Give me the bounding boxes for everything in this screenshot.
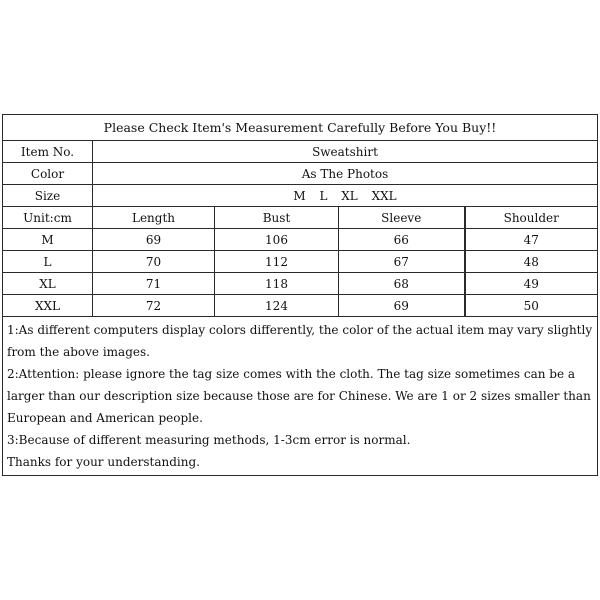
size-value: XL [341, 188, 358, 203]
notes-cell [3, 317, 598, 476]
length-cell: 72 [93, 295, 215, 317]
item-no-value: Sweatshirt [93, 141, 598, 163]
size-cell: M [3, 229, 93, 251]
sleeve-cell: 67 [339, 251, 465, 273]
notes-row [3, 317, 598, 476]
size-value: L [319, 188, 328, 203]
size-label: Size [3, 185, 93, 207]
color-value: As The Photos [93, 163, 598, 185]
color-row [3, 163, 598, 185]
note-item: 2:Attention: please ignore the tag size comes with the cloth. The tag size sometimes can be a larger than our description size because those are for Chinese. We are 1 or 2 sizes smaller than European and American people. [7, 367, 591, 425]
table-row [3, 273, 598, 295]
length-cell: 70 [93, 251, 215, 273]
header-sleeve: Sleeve [339, 207, 465, 229]
shoulder-cell: 48 [465, 251, 598, 273]
header-length: Length [93, 207, 215, 229]
chart-title: Please Check Item's Measurement Carefully Before You Buy!! [3, 115, 598, 141]
item-no-label: Item No. [3, 141, 93, 163]
item-no-row [3, 141, 598, 163]
bust-cell: 106 [215, 229, 339, 251]
note-item: Thanks for your understanding. [7, 455, 200, 469]
bust-cell: 118 [215, 273, 339, 295]
note-item: 1:As different computers display colors differently, the color of the actual item may vary slightly from the above images. [7, 323, 593, 359]
header-row [3, 207, 598, 229]
length-cell: 69 [93, 229, 215, 251]
size-chart-table [2, 114, 598, 476]
header-shoulder: Shoulder [465, 207, 598, 229]
length-cell: 71 [93, 273, 215, 295]
title-row [3, 115, 598, 141]
size-values [93, 185, 598, 207]
header-unit: Unit:cm [3, 207, 93, 229]
bust-cell: 124 [215, 295, 339, 317]
shoulder-cell: 47 [465, 229, 598, 251]
size-value: XXL [371, 188, 397, 203]
shoulder-cell: 50 [465, 295, 598, 317]
color-label: Color [3, 163, 93, 185]
sleeve-cell: 69 [339, 295, 465, 317]
table-row [3, 295, 598, 317]
bust-cell: 112 [215, 251, 339, 273]
table-row [3, 229, 598, 251]
size-value: M [293, 188, 306, 203]
sleeve-cell: 68 [339, 273, 465, 295]
size-cell: XL [3, 273, 93, 295]
header-bust: Bust [215, 207, 339, 229]
size-cell: XXL [3, 295, 93, 317]
sleeve-cell: 66 [339, 229, 465, 251]
note-item: 3:Because of different measuring methods, 1-3cm error is normal. [7, 433, 411, 447]
size-row [3, 185, 598, 207]
size-cell: L [3, 251, 93, 273]
shoulder-cell: 49 [465, 273, 598, 295]
table-row [3, 251, 598, 273]
